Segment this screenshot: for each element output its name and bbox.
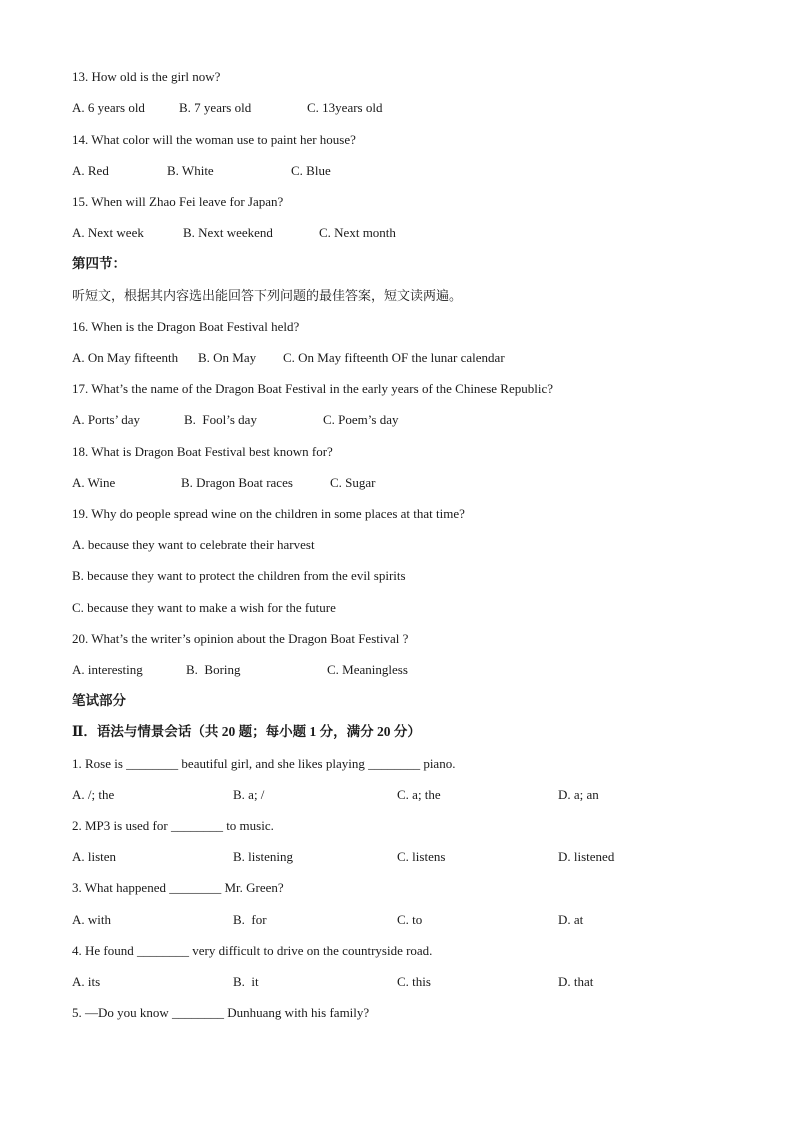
q16-option-a: A. On May fifteenth: [72, 350, 179, 365]
question-18: 18. What is Dragon Boat Festival best known for?: [72, 444, 333, 459]
q17-option-a: A. Ports’ day: [72, 412, 141, 427]
g1-option-b: B. a; /: [233, 787, 265, 802]
q14-option-c: C. Blue: [291, 163, 331, 178]
g1-option-a: A. /; the: [72, 787, 115, 802]
question-19: 19. Why do people spread wine on the children in some places at that time?: [72, 506, 465, 521]
g2-option-c: C. listens: [397, 849, 446, 864]
grammar-question-4: 4. He found ________ very difficult to drive on the countryside road.: [72, 943, 433, 958]
q15-option-b: B. Next weekend: [183, 225, 273, 240]
g4-option-d: D. that: [558, 974, 594, 989]
g2-option-d: D. listened: [558, 849, 615, 864]
q16-option-b: B. On May: [198, 350, 257, 365]
grammar-question-1: 1. Rose is ________ beautiful girl, and she likes playing ________ piano.: [72, 756, 456, 771]
section-4-title: 第四节：: [72, 256, 126, 271]
grammar-question-5: 5. —Do you know ________ Dunhuang with his family?: [72, 1005, 370, 1020]
question-17: 17. What’s the name of the Dragon Boat Festival in the early years of the Chinese Republic?: [72, 381, 553, 396]
question-15: 15. When will Zhao Fei leave for Japan?: [72, 194, 284, 209]
q18-option-a: A. Wine: [72, 475, 116, 490]
g3-option-a: A. with: [72, 912, 111, 927]
g4-option-c: C. this: [397, 974, 431, 989]
q20-option-b: B. Boring: [186, 662, 241, 677]
g1-option-d: D. a; an: [558, 787, 599, 802]
g2-option-b: B. listening: [233, 849, 293, 864]
q13-option-c: C. 13years old: [307, 100, 383, 115]
q15-option-c: C. Next month: [319, 225, 396, 240]
question-14: 14. What color will the woman use to paint her house?: [72, 132, 356, 147]
question-20: 20. What’s the writer’s opinion about the Dragon Boat Festival ?: [72, 631, 409, 646]
q14-option-a: A. Red: [72, 163, 109, 178]
part-2-title: Ⅱ．语法与情景会话（共 20 题；每小题 1 分，满分 20 分）: [72, 724, 421, 739]
q13-option-a: A. 6 years old: [72, 100, 145, 115]
q20-option-a: A. interesting: [72, 662, 143, 677]
q19-option-b: B. because they want to protect the children from the evil spirits: [72, 568, 406, 583]
q14-option-b: B. White: [167, 163, 214, 178]
q15-option-a: A. Next week: [72, 225, 144, 240]
written-part-title: 笔试部分: [72, 693, 126, 708]
q16-option-c: C. On May fifteenth OF the lunar calendar: [283, 350, 505, 365]
q17-option-c: C. Poem’s day: [323, 412, 399, 427]
g4-option-a: A. its: [72, 974, 101, 989]
q20-option-c: C. Meaningless: [327, 662, 408, 677]
q18-option-b: B. Dragon Boat races: [181, 475, 293, 490]
q13-option-b: B. 7 years old: [179, 100, 252, 115]
question-16: 16. When is the Dragon Boat Festival held?: [72, 319, 300, 334]
q19-option-c: C. because they want to make a wish for the future: [72, 600, 336, 615]
g3-option-d: D. at: [558, 912, 584, 927]
grammar-question-3: 3. What happened ________ Mr. Green?: [72, 880, 284, 895]
section-4-instruction: 听短文，根据其内容选出能回答下列问题的最佳答案，短文读两遍。: [72, 288, 463, 303]
q18-option-c: C. Sugar: [330, 475, 376, 490]
question-13: 13. How old is the girl now?: [72, 69, 221, 84]
g3-option-c: C. to: [397, 912, 423, 927]
q17-option-b: B. Fool’s day: [184, 412, 257, 427]
grammar-question-2: 2. MP3 is used for ________ to music.: [72, 818, 274, 833]
q19-option-a: A. because they want to celebrate their harvest: [72, 537, 315, 552]
g4-option-b: B. it: [233, 974, 259, 989]
g3-option-b: B. for: [233, 912, 267, 927]
g2-option-a: A. listen: [72, 849, 117, 864]
g1-option-c: C. a; the: [397, 787, 441, 802]
